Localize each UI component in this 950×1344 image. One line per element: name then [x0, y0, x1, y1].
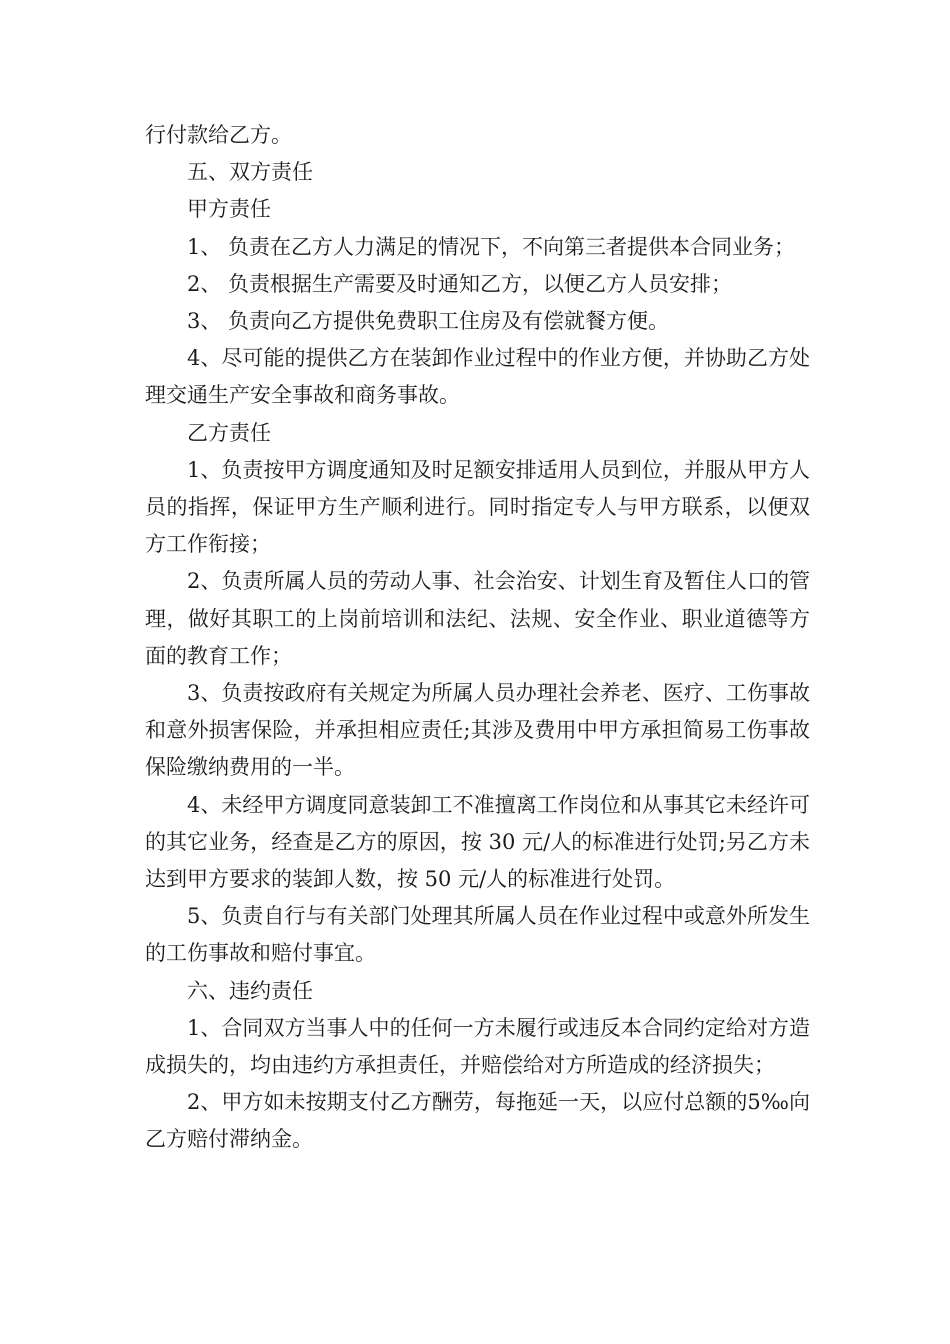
- paragraph-a-item-2: 2、 负责根据生产需要及时通知乙方，以便乙方人员安排；: [187, 271, 733, 296]
- section-heading-responsibilities: 五、双方责任: [187, 160, 313, 185]
- paragraph-b-item-1: 1、负责按甲方调度通知及时足额安排适用人员到位，并服从甲方人员的指挥，保证甲方生产顺利进行。同时指定专人与甲方联系，以便双方工作衔接；: [145, 457, 810, 557]
- paragraph-b-item-3: 3、负责按政府有关规定为所属人员办理社会养老、医疗、工伤事故和意外损害保险，并承担相应责任;其涉及费用中甲方承担简易工伤事故保险缴纳费用的一半。: [145, 681, 810, 780]
- subheading-party-a: 甲方责任: [187, 197, 271, 222]
- paragraph-b-item-4: 4、未经甲方调度同意装卸工不准擅离工作岗位和从事其它未经许可的其它业务，经查是乙方的原因，按 30 元/人的标准进行处罚;另乙方未达到甲方要求的装卸人数，按 50 元/人的标准进行处罚。: [145, 792, 810, 892]
- paragraph-a-item-1: 1、 负责在乙方人力满足的情况下，不向第三者提供本合同业务；: [187, 234, 796, 259]
- paragraph-b-item-5: 5、负责自行与有关部门处理其所属人员在作业过程中或意外所发生的工伤事故和赔付事宜。: [145, 904, 810, 966]
- paragraph-payment-continuation: 行付款给乙方。: [145, 123, 292, 147]
- paragraph-a-item-4: 4、尽可能的提供乙方在装卸作业过程中的作业方便，并协助乙方处理交通生产安全事故和商务事故。: [145, 346, 810, 408]
- paragraph-b-item-2: 2、负责所属人员的劳动人事、社会治安、计划生育及暂住人口的管理，做好其职工的上岗前培训和法纪、法规、安全作业、职业道德等方面的教育工作；: [145, 569, 810, 668]
- paragraph-a-item-3: 3、 负责向乙方提供免费职工住房及有偿就餐方便。: [187, 309, 670, 334]
- paragraph-breach-item-1: 1、合同双方当事人中的任何一方未履行或违反本合同约定给对方造成损失的，均由违约方承担责任，并赔偿给对方所造成的经济损失；: [145, 1015, 810, 1078]
- paragraph-breach-item-2: 2、甲方如未按期支付乙方酬劳，每拖延一天，以应付总额的5‰向乙方赔付滞纳金。: [145, 1090, 810, 1152]
- subheading-party-b: 乙方责任: [187, 420, 271, 445]
- document-body: [145, 117, 810, 1159]
- section-heading-breach: 六、违约责任: [187, 978, 313, 1003]
